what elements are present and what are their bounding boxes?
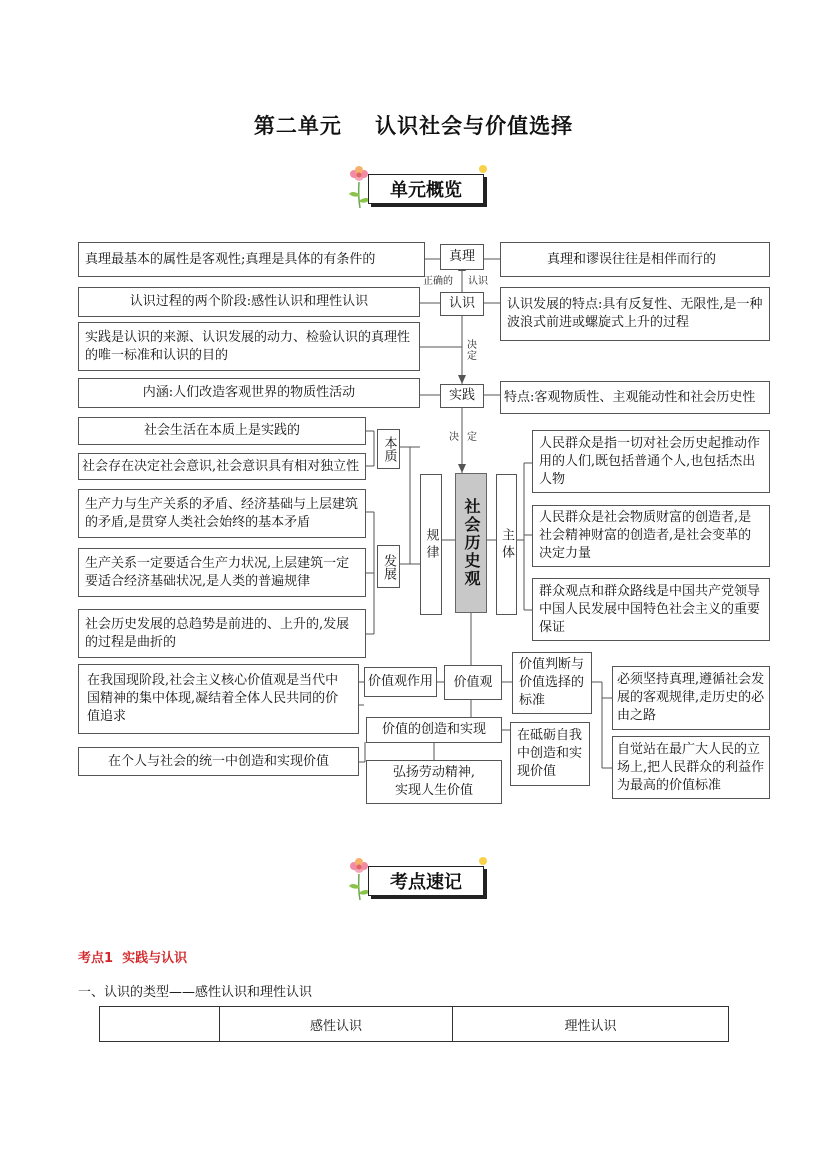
labor-spirit-box: 弘扬劳动精神,实现人生价值 (366, 760, 502, 804)
section-point-1: 考点1 实践与认识 (78, 951, 188, 966)
unity-value-box: 在个人与社会的统一中创造和实现价值 (78, 747, 359, 776)
value-view-node: 价值观 (444, 665, 502, 700)
law-node: 规律 (420, 474, 442, 615)
practice-cognition-relation-box: 实践是认识的来源、认识发展的动力、检验认识的真理性的唯一标准和认识的目的 (78, 322, 420, 371)
cognition-features-box: 认识发展的特点:具有反复性、无限性,是一种波浪式前进或螺旋式上升的过程 (500, 287, 770, 341)
practice-features-box: 特点:客观物质性、主观能动性和社会历史性 (500, 381, 770, 414)
subject-node: 主体 (496, 474, 517, 615)
label-cognition-small: 认识 (468, 276, 488, 287)
core-values-box: 在我国现阶段,社会主义核心价值观是当代中国精神的集中体现,凝结着全体人民共同的价值追求 (78, 664, 359, 734)
truth-node: 真理 (440, 244, 484, 270)
essence-node: 本质 (377, 429, 400, 469)
cognition-types-table (99, 1006, 729, 1042)
value-judgement-node: 价值判断与价值选择的标准 (512, 652, 592, 714)
core-text: 社会历史观 (462, 498, 481, 588)
essence-practice-box: 社会生活在本质上是实践的 (78, 417, 366, 445)
decide-label-2: 决定 (449, 432, 485, 443)
dev-trend-box: 社会历史发展的总趋势是前进的、上升的,发展的过程是曲折的 (78, 609, 366, 658)
practice-meaning-box: 内涵:人们改造客观世界的物质性活动 (78, 378, 420, 408)
judge-truth-box: 必须坚持真理,遵循社会发展的客观规律,走历史的必由之路 (612, 666, 770, 730)
people-creator-box: 人民群众是社会物质财富的创造者,是社会精神财富的创造者,是社会变革的决定力量 (532, 505, 770, 567)
people-definition-box: 人民群众是指一切对社会历史起推动作用的人们,既包括普通个人,也包括杰出人物 (532, 430, 770, 493)
truth-error-box: 真理和谬误往往是相伴而行的 (500, 242, 770, 277)
dev-contradiction-box: 生产力与生产关系的矛盾、经济基础与上层建筑的矛盾,是贯穿人类社会始终的基本矛盾 (78, 489, 366, 538)
label-correct: 正确的 (423, 276, 453, 287)
table-row (100, 1007, 729, 1042)
self-honing-box: 在砥砺自我中创造和实现价值 (510, 722, 590, 786)
table-header-cell: 理性认识 (453, 1007, 729, 1042)
value-role-node: 价值观作用 (364, 667, 437, 697)
judge-people-box: 自觉站在最广大人民的立场上,把人民群众的利益作为最高的价值标准 (612, 736, 770, 799)
core-social-history-view (455, 473, 487, 613)
dev-law-box: 生产关系一定要适合生产力状况,上层建筑一定要适合经济基础状况,是人类的普遍规律 (78, 548, 366, 597)
essence-existence-box: 社会存在决定社会意识,社会意识具有相对独立性 (78, 453, 366, 480)
banner-plate (368, 866, 484, 896)
banner-text: 单元概览 (390, 180, 462, 201)
cognition-node: 认识 (440, 292, 484, 316)
table-header-cell (100, 1007, 220, 1042)
value-creation-node: 价值的创造和实现 (366, 717, 502, 743)
key-points-banner (344, 862, 474, 894)
subsection-title: 一、认识的类型——感性认识和理性认识 (78, 985, 313, 1000)
banner-text: 考点速记 (390, 872, 462, 893)
table-header-cell: 感性认识 (220, 1007, 453, 1042)
practice-node: 实践 (440, 384, 484, 408)
decide-label-1: 决定 (467, 340, 477, 362)
star-icon (478, 856, 488, 866)
development-node: 发展 (377, 545, 400, 588)
cognition-stages-box: 认识过程的两个阶段:感性认识和理性认识 (78, 287, 420, 317)
mass-line-box: 群众观点和群众路线是中国共产党领导中国人民发展中国特色社会主义的重要保证 (532, 578, 770, 641)
page-title: 第二单元 认识社会与价值选择 (253, 114, 574, 138)
truth-attribute-box: 真理最基本的属性是客观性;真理是具体的有条件的 (78, 242, 425, 277)
